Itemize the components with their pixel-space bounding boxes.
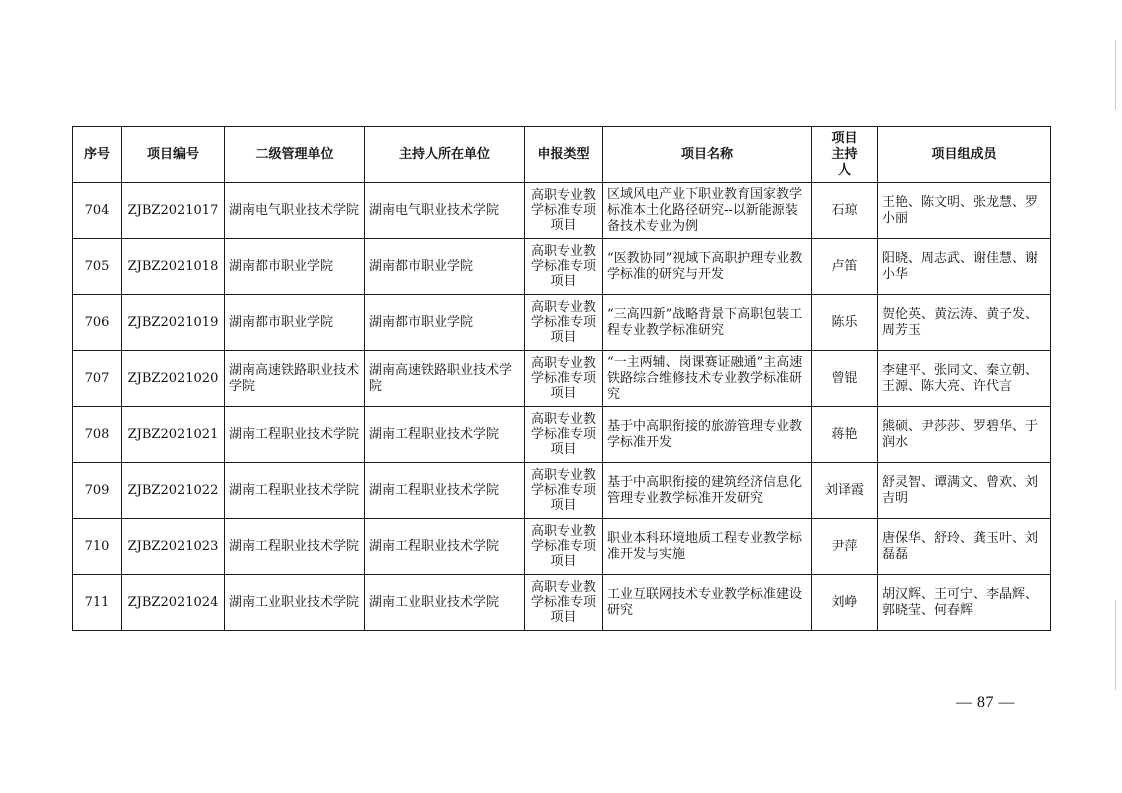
header-host-unit: 主持人所在单位 [365,127,525,183]
cell-name: 基于中高职衔接的旅游管理专业教学标准开发 [603,407,812,463]
cell-seq: 705 [73,239,122,295]
cell-name: 区域风电产业下职业教育国家教学标准本土化路径研究--以新能源装备技术专业为例 [603,183,812,239]
table-row [73,239,1051,295]
cell-type: 高职专业教学标准专项项目 [525,407,603,463]
header-members: 项目组成员 [878,127,1051,183]
cell-leader: 刘译霞 [812,463,878,519]
cell-name: 工业互联网技术专业教学标准建设研究 [603,575,812,631]
cell-members: 唐保华、舒玲、龚玉叶、刘磊磊 [878,519,1051,575]
cell-leader: 卢笛 [812,239,878,295]
cell-unit: 湖南工程职业技术学院 [225,463,365,519]
cell-type: 高职专业教学标准专项项目 [525,519,603,575]
header-type: 申报类型 [525,127,603,183]
cell-type: 高职专业教学标准专项项目 [525,463,603,519]
header-name: 项目名称 [603,127,812,183]
cell-code: ZJBZ2021021 [122,407,225,463]
cell-host-unit: 湖南工程职业技术学院 [365,407,525,463]
cell-name: “三高四新”战略背景下高职包装工程专业教学标准研究 [603,295,812,351]
cell-name: “一主两辅、岗课赛证融通”主高速铁路综合维修技术专业教学标准研究 [603,351,812,407]
cell-unit: 湖南工业职业技术学院 [225,575,365,631]
cell-unit: 湖南工程职业技术学院 [225,407,365,463]
cell-leader: 刘峥 [812,575,878,631]
cell-leader: 石琼 [812,183,878,239]
table-row [73,351,1051,407]
cell-code: ZJBZ2021020 [122,351,225,407]
cell-members: 王艳、陈文明、张龙慧、罗小丽 [878,183,1051,239]
cell-code: ZJBZ2021023 [122,519,225,575]
cell-host-unit: 湖南都市职业学院 [365,239,525,295]
header-code: 项目编号 [122,127,225,183]
cell-seq: 708 [73,407,122,463]
cell-seq: 704 [73,183,122,239]
cell-code: ZJBZ2021019 [122,295,225,351]
header-seq: 序号 [73,127,122,183]
table-row [73,519,1051,575]
cell-seq: 707 [73,351,122,407]
cell-members: 胡汉辉、王可宁、李晶辉、郭晓莹、何春辉 [878,575,1051,631]
page-number: — 87 — [956,694,1015,711]
cell-unit: 湖南都市职业学院 [225,239,365,295]
cell-members: 李建平、张同文、秦立朝、王源、陈大亮、许代言 [878,351,1051,407]
cell-members: 舒灵智、谭满文、曾欢、刘吉明 [878,463,1051,519]
cell-type: 高职专业教学标准专项项目 [525,239,603,295]
cell-type: 高职专业教学标准专项项目 [525,351,603,407]
cell-name: 基于中高职衔接的建筑经济信息化管理专业教学标准开发研究 [603,463,812,519]
cell-leader: 曾锟 [812,351,878,407]
cell-unit: 湖南高速铁路职业技术学院 [225,351,365,407]
cell-name: 职业本科环境地质工程专业教学标准开发与实施 [603,519,812,575]
cell-host-unit: 湖南工业职业技术学院 [365,575,525,631]
cell-host-unit: 湖南工程职业技术学院 [365,463,525,519]
table-row [73,407,1051,463]
cell-host-unit: 湖南都市职业学院 [365,295,525,351]
cell-members: 贺伦英、黄沄涛、黄子发、周芳玉 [878,295,1051,351]
table-row [73,463,1051,519]
header-leader: 项目主持人 [812,127,878,183]
table-row [73,295,1051,351]
scan-edge-mark [1115,40,1116,110]
cell-leader: 尹萍 [812,519,878,575]
cell-code: ZJBZ2021018 [122,239,225,295]
project-table [72,126,1051,631]
cell-members: 熊硕、尹莎莎、罗碧华、于润水 [878,407,1051,463]
cell-host-unit: 湖南高速铁路职业技术学院 [365,351,525,407]
cell-leader: 陈乐 [812,295,878,351]
cell-code: ZJBZ2021024 [122,575,225,631]
cell-type: 高职专业教学标准专项项目 [525,183,603,239]
cell-seq: 706 [73,295,122,351]
cell-type: 高职专业教学标准专项项目 [525,295,603,351]
table-header [73,127,1051,183]
cell-host-unit: 湖南工程职业技术学院 [365,519,525,575]
cell-code: ZJBZ2021022 [122,463,225,519]
cell-host-unit: 湖南电气职业技术学院 [365,183,525,239]
table-body [73,183,1051,631]
table-row [73,183,1051,239]
cell-leader: 蒋艳 [812,407,878,463]
header-unit: 二级管理单位 [225,127,365,183]
cell-code: ZJBZ2021017 [122,183,225,239]
cell-seq: 709 [73,463,122,519]
cell-name: “医教协同”视域下高职护理专业教学标准的研究与开发 [603,239,812,295]
cell-type: 高职专业教学标准专项项目 [525,575,603,631]
table-row [73,575,1051,631]
cell-unit: 湖南都市职业学院 [225,295,365,351]
cell-unit: 湖南工程职业技术学院 [225,519,365,575]
scan-edge-mark [1115,600,1116,690]
cell-unit: 湖南电气职业技术学院 [225,183,365,239]
header-row [73,127,1051,183]
cell-seq: 710 [73,519,122,575]
cell-seq: 711 [73,575,122,631]
cell-members: 阳晓、周志武、谢佳慧、谢小华 [878,239,1051,295]
